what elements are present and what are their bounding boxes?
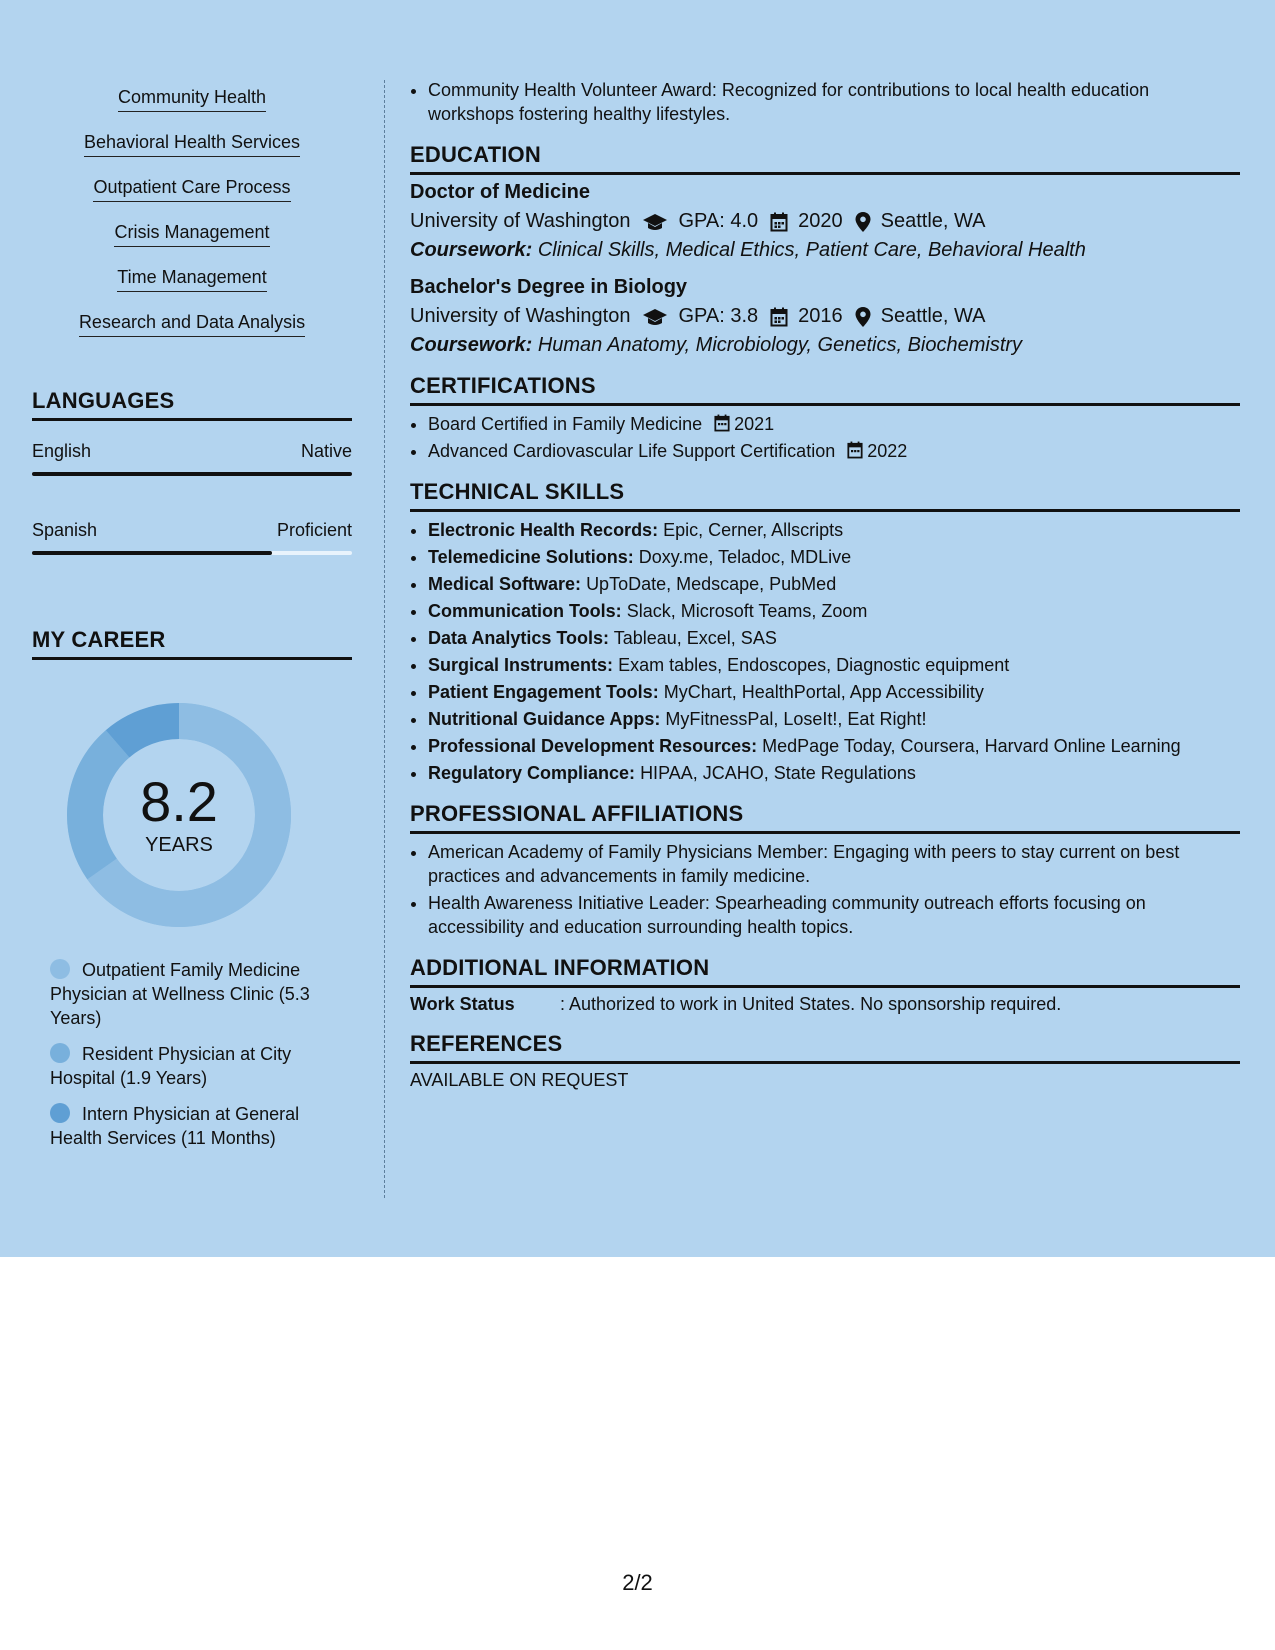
affiliations-list (410, 840, 1240, 939)
language-name: Spanish (32, 520, 98, 540)
skills-list (32, 78, 352, 348)
language-item (32, 441, 352, 476)
education-heading: EDUCATION (410, 142, 1240, 175)
tech-skill-value: UpToDate, Medscape, PubMed (586, 574, 837, 594)
page-number: 2/2 (622, 1570, 653, 1595)
skill-tag: Behavioral Health Services (84, 129, 300, 157)
gpa-value: GPA: 3.8 (678, 305, 759, 327)
career-legend-item (50, 1102, 352, 1150)
career-years-value: 8.2 (140, 769, 218, 833)
education-item (410, 276, 1240, 357)
right-column (410, 78, 1240, 1091)
gpa-value: GPA: 4.0 (678, 210, 759, 232)
graduation-cap-icon (642, 307, 668, 327)
tech-skill-value: MyChart, HealthPortal, App Accessibility (663, 682, 984, 702)
school-location: Seattle, WA (880, 305, 986, 327)
degree-title: Doctor of Medicine (410, 181, 591, 203)
tech-skill-value: MyFitnessPal, LoseIt!, Eat Right! (665, 709, 927, 729)
tech-skill-item (428, 707, 1240, 731)
tech-skill-label: Medical Software: (428, 574, 582, 594)
coursework-label: Coursework: (410, 334, 533, 356)
references-heading: REFERENCES (410, 1031, 1240, 1064)
coursework-list: Clinical Skills, Medical Ethics, Patient Care, Behavioral Health (537, 239, 1086, 261)
school-name: University of Washington (410, 210, 631, 232)
tech-skill-item (428, 626, 1240, 650)
language-level: Proficient (276, 520, 352, 540)
tech-skill-label: Communication Tools: (428, 601, 622, 621)
language-name: English (32, 441, 92, 461)
calendar-icon (770, 212, 788, 232)
tech-skill-label: Regulatory Compliance: (428, 763, 636, 783)
tech-skill-label: Surgical Instruments: (428, 655, 614, 675)
tech-skill-value: HIPAA, JCAHO, State Regulations (640, 763, 916, 783)
certification-item (428, 412, 1240, 436)
tech-skill-label: Data Analytics Tools: (428, 628, 610, 648)
technical-skills-list (410, 518, 1240, 785)
skill-tag: Research and Data Analysis (79, 309, 305, 337)
tech-skill-item (428, 545, 1240, 569)
language-level: Native (300, 441, 352, 461)
legend-dot (50, 959, 70, 979)
certification-item (428, 439, 1240, 463)
affiliation-item: • American Academy of Family Physicians Member: Engaging with peers to stay current on best practices and advancements in family medicine. (428, 840, 1240, 888)
tech-skill-item (428, 761, 1240, 785)
column-divider (384, 80, 385, 1198)
tech-skill-item (428, 518, 1240, 542)
tech-skill-label: Professional Development Resources: (428, 736, 758, 756)
work-status-row (410, 994, 1240, 1015)
tech-skill-value: Doxy.me, Teladoc, MDLive (638, 547, 852, 567)
tech-skill-item (428, 680, 1240, 704)
language-bar-fill (32, 551, 272, 555)
affiliation-item: • Health Awareness Initiative Leader: Spearheading community outreach efforts focusing on accessibility and education surrounding health topics. (428, 891, 1240, 939)
calendar-icon (714, 414, 730, 432)
work-status-label: Work Status (410, 994, 515, 1014)
career-legend-label: Resident Physician at City Hospital (1.9 Years) (50, 1044, 292, 1088)
additional-info-heading: ADDITIONAL INFORMATION (410, 955, 1240, 988)
certifications-list (410, 412, 1240, 463)
legend-dot (50, 1103, 70, 1123)
career-heading: MY CAREER (32, 627, 352, 660)
certification-year: 2021 (734, 414, 775, 434)
certification-year: 2022 (867, 441, 908, 461)
language-item (32, 520, 352, 555)
skill-tag: Outpatient Care Process (93, 174, 290, 202)
coursework-label: Coursework: (410, 239, 533, 261)
work-status-value: : Authorized to work in United States. No sponsorship required. (560, 994, 1062, 1014)
tech-skill-value: Exam tables, Endoscopes, Diagnostic equipment (618, 655, 1010, 675)
graduation-year: 2016 (798, 305, 843, 327)
calendar-icon (847, 441, 863, 459)
certifications-heading: CERTIFICATIONS (410, 373, 1240, 406)
career-legend-label: Outpatient Family Medicine Physician at Wellness Clinic (5.3 Years) (50, 960, 310, 1028)
skill-tag: Time Management (117, 264, 266, 292)
language-bar-fill (32, 472, 352, 476)
technical-skills-heading: TECHNICAL SKILLS (410, 479, 1240, 512)
graduation-cap-icon (642, 212, 668, 232)
tech-skill-label: Electronic Health Records: (428, 520, 659, 540)
tech-skill-item (428, 653, 1240, 677)
career-legend (50, 958, 352, 1150)
coursework-list: Human Anatomy, Microbiology, Genetics, Biochemistry (537, 334, 1023, 356)
tech-skill-value: Tableau, Excel, SAS (613, 628, 777, 648)
career-donut-chart (64, 700, 294, 930)
languages-heading: LANGUAGES (32, 388, 352, 421)
skill-tag: Community Health (118, 84, 266, 112)
tech-skill-item (428, 599, 1240, 623)
legend-dot (50, 1043, 70, 1063)
tech-skill-value: MedPage Today, Coursera, Harvard Online Learning (762, 736, 1181, 756)
tech-skill-label: Telemedicine Solutions: (428, 547, 634, 567)
skill-tag: Crisis Management (114, 219, 269, 247)
tech-skill-label: Nutritional Guidance Apps: (428, 709, 661, 729)
certification-name: Advanced Cardiovascular Life Support Certification (428, 441, 836, 461)
career-legend-item (50, 958, 352, 1030)
tech-skill-item (428, 734, 1240, 758)
language-bar (32, 551, 352, 555)
awards-list (410, 78, 1240, 126)
tech-skill-label: Patient Engagement Tools: (428, 682, 659, 702)
degree-title: Bachelor's Degree in Biology (410, 276, 688, 298)
career-legend-item (50, 1042, 352, 1090)
education-item (410, 181, 1240, 262)
references-text: AVAILABLE ON REQUEST (410, 1070, 629, 1090)
location-pin-icon (855, 307, 871, 327)
certification-name: Board Certified in Family Medicine (428, 414, 703, 434)
school-name: University of Washington (410, 305, 631, 327)
affiliations-heading: PROFESSIONAL AFFILIATIONS (410, 801, 1240, 834)
language-bar (32, 472, 352, 476)
school-location: Seattle, WA (880, 210, 986, 232)
left-column (32, 78, 352, 1162)
career-years-unit: YEARS (145, 833, 213, 856)
tech-skill-value: Slack, Microsoft Teams, Zoom (626, 601, 868, 621)
career-legend-label: Intern Physician at General Health Services (11 Months) (50, 1104, 300, 1148)
graduation-year: 2020 (798, 210, 843, 232)
award-item: • Community Health Volunteer Award: Recognized for contributions to local health education workshops fostering healthy lifestyles. (428, 78, 1240, 126)
location-pin-icon (855, 212, 871, 232)
tech-skill-item (428, 572, 1240, 596)
tech-skill-value: Epic, Cerner, Allscripts (663, 520, 844, 540)
calendar-icon (770, 307, 788, 327)
